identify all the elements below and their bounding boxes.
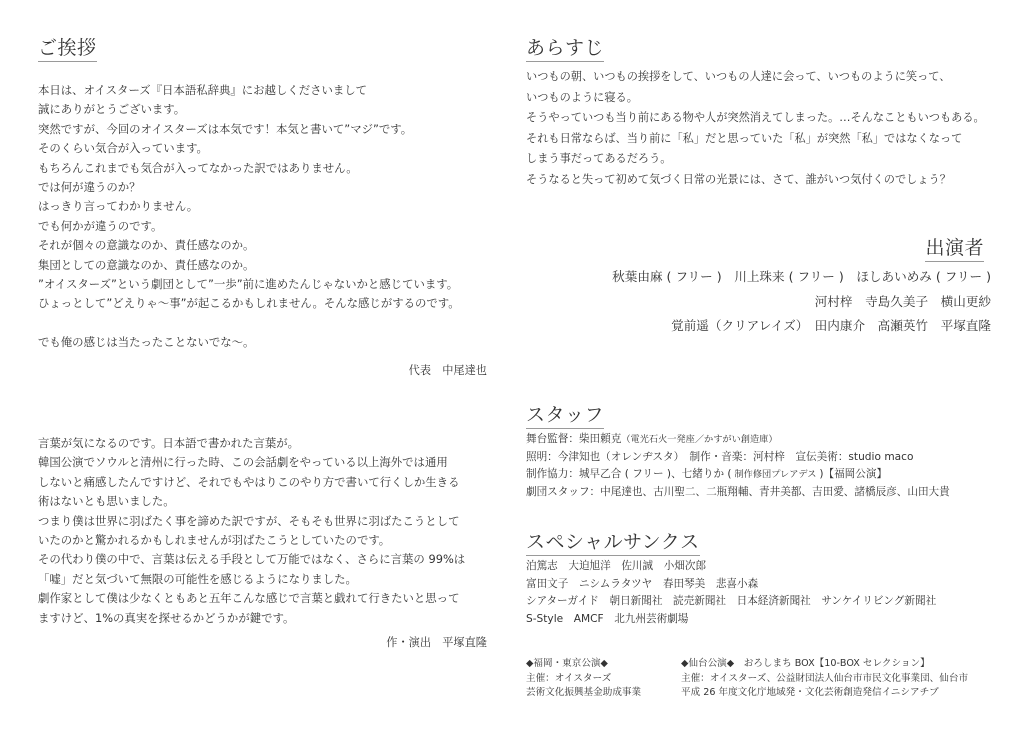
director-line: 劇作家として僕は少なくともあと五年こんな感じで言葉と戯れて行きたいと思って <box>38 591 460 606</box>
greeting-line: もちろんこれまでも気合が入ってなかった訳ではありません。 <box>38 160 358 175</box>
synopsis-line: しまう事だってあるだろう。 <box>526 152 672 165</box>
footer-fukuoka-tokyo <box>526 657 641 701</box>
synopsis-line: それも日常ならば、当り前に「私」だと思っていた「私」が突然「私」ではなくなって <box>526 131 963 145</box>
cast-list <box>612 265 991 339</box>
greeting-line: はっきり言ってわかりません。 <box>38 199 199 214</box>
staff-line: 照明：今津知也（オレンヂスタ） 制作・音楽：河村梓 宣伝美術：studio maco <box>526 450 914 463</box>
cast-line: 覚前遥（クリアレイズ） 田内康介 高瀬英竹 平塚直隆 <box>671 318 991 333</box>
greeting-line: でも俺の感じは当たったことないでな～。 <box>38 335 255 350</box>
staff-line: 劇団スタッフ：中尾達也、古川聖二、二瓶翔輔、青井美都、吉田愛、諸橋辰彦、山田大貴 <box>526 485 950 498</box>
synopsis-line: そうなると失って初めて気づく日常の光景には、さて、誰がいつ気付くのでしょう？ <box>526 172 951 186</box>
greeting-line <box>38 314 460 333</box>
greeting-section <box>38 36 97 62</box>
footer-line: 芸術文化振興基金助成事業 <box>526 687 642 699</box>
greeting-line: ひょっとして”どえりゃ～事”が起こるかもしれません。そんな感じがするのです。 <box>38 296 460 311</box>
greeting-line: 本日は、オイスターズ『日本語私辞典』にお越しくださいまして <box>38 83 368 97</box>
greeting-line: それが個々の意識なのか、責任感なのか。 <box>38 238 255 253</box>
synopsis-section <box>526 36 604 62</box>
director-line: その代わり僕の中で、言葉は伝える手段として万能ではなく、さらに言葉の 99%は <box>38 552 466 567</box>
footer-line: ◆仙台公演◆ おろしまち BOX【10-BOX セレクション】 <box>681 658 930 669</box>
greeting-line: では何が違うのか？ <box>38 179 141 194</box>
director-signature: 作・演出 平塚直隆 <box>386 636 487 649</box>
synopsis-line: そうやっていつも当り前にある物や人が突然消えてしまった。…そんなこともいつもある。 <box>526 111 985 124</box>
director-line: ますけど、1%の真実を探せるかどうかが鍵です。 <box>38 610 295 625</box>
cast-line: 河村梓 寺島久美子 横山更紗 <box>814 293 991 309</box>
greeting-line: 突然ですが、今回のオイスターズは本気です！本気と書いて”マジ”です。 <box>38 121 413 136</box>
greeting-line: でも何かが違うのです。 <box>38 218 163 233</box>
thanks-line: シアターガイド 朝日新聞社 読売新聞社 日本経済新聞社 サンケイリビング新聞社 <box>526 595 937 607</box>
cast-line: 秋葉由麻 ( フリー ) 川上珠来 ( フリー ) ほしあいめみ ( フリー ) <box>612 269 991 284</box>
footer-line: ◆福岡・東京公演◆ <box>526 658 608 669</box>
greeting-line: ”オイスターズ”という劇団として”一歩”前に進めたんじゃないかと感じています。 <box>38 276 459 291</box>
staff-title: スタッフ <box>526 403 604 429</box>
staff-line: 舞台監督：柴田頼克（電光石火一発座／かすがい創造庫） <box>526 433 778 445</box>
thanks-section <box>526 530 700 556</box>
staff-section <box>526 403 604 429</box>
director-note <box>38 434 465 628</box>
synopsis-line: いつものように寝る。 <box>526 90 638 104</box>
greeting-line: 誠にありがとうございます。 <box>38 102 186 117</box>
thanks-title: スペシャルサンクス <box>526 530 700 556</box>
synopsis-line: いつもの朝、いつもの挨拶をして、いつもの人達に会って、いつものように笑って、 <box>526 70 951 83</box>
greeting-line: そのくらい気合が入っています。 <box>38 141 208 156</box>
footer-line: 平成 26 年度文化庁地域発・文化芸術創造発信イニシアチブ <box>681 687 939 699</box>
staff-list <box>526 431 950 501</box>
synopsis-title: あらすじ <box>526 36 604 62</box>
thanks-line: 泊篤志 大迫旭洋 佐川誠 小畑次郎 <box>526 560 707 572</box>
greeting-title: ご挨拶 <box>38 36 97 62</box>
cast-section <box>925 236 984 262</box>
thanks-line: 富田文子 ニシムラタツヤ 春田琴美 悲喜小森 <box>526 577 759 590</box>
footer-sendai <box>681 657 968 701</box>
thanks-line: S-Style AMCF 北九州芸術劇場 <box>526 612 689 625</box>
director-line: 術はないとも思いました。 <box>38 494 175 509</box>
thanks-list <box>526 558 936 628</box>
staff-line: 制作協力：城早乙合 ( フリー )、七緒りか ( 制作修団プレアデス )【福岡公演】 <box>526 468 888 480</box>
director-line: しないと痛感したんですけど、それでもやはりこのやり方で書いて行くしか生きる <box>38 474 460 489</box>
synopsis-body <box>526 67 985 190</box>
director-line: いたのかと驚かれるかもしれませんが羽ばたこうとしていたのです。 <box>38 532 391 547</box>
cast-title: 出演者 <box>925 236 984 262</box>
greeting-signature: 代表 中尾達也 <box>408 364 487 377</box>
director-line: 韓国公演でソウルと清州に行った時、この会話劇をやっている以上海外では通用 <box>38 455 448 470</box>
footer-line: 主催：オイスターズ、公益財団法人仙台市市民文化事業団、仙台市 <box>681 672 969 684</box>
director-line: つまり僕は世界に羽ばたく事を諦めた訳ですが、そもそも世界に羽ばたこうとして <box>38 513 460 528</box>
greeting-body <box>38 81 460 352</box>
greeting-line: 集団としての意識なのか、責任感なのか。 <box>38 257 255 272</box>
director-line: 言葉が気になるのです。日本語で書かれた言葉が。 <box>38 436 300 450</box>
footer-line: 主催：オイスターズ <box>526 672 612 684</box>
director-line: 「嘘」だと気づいて無限の可能性を感じるようになりました。 <box>38 571 357 586</box>
